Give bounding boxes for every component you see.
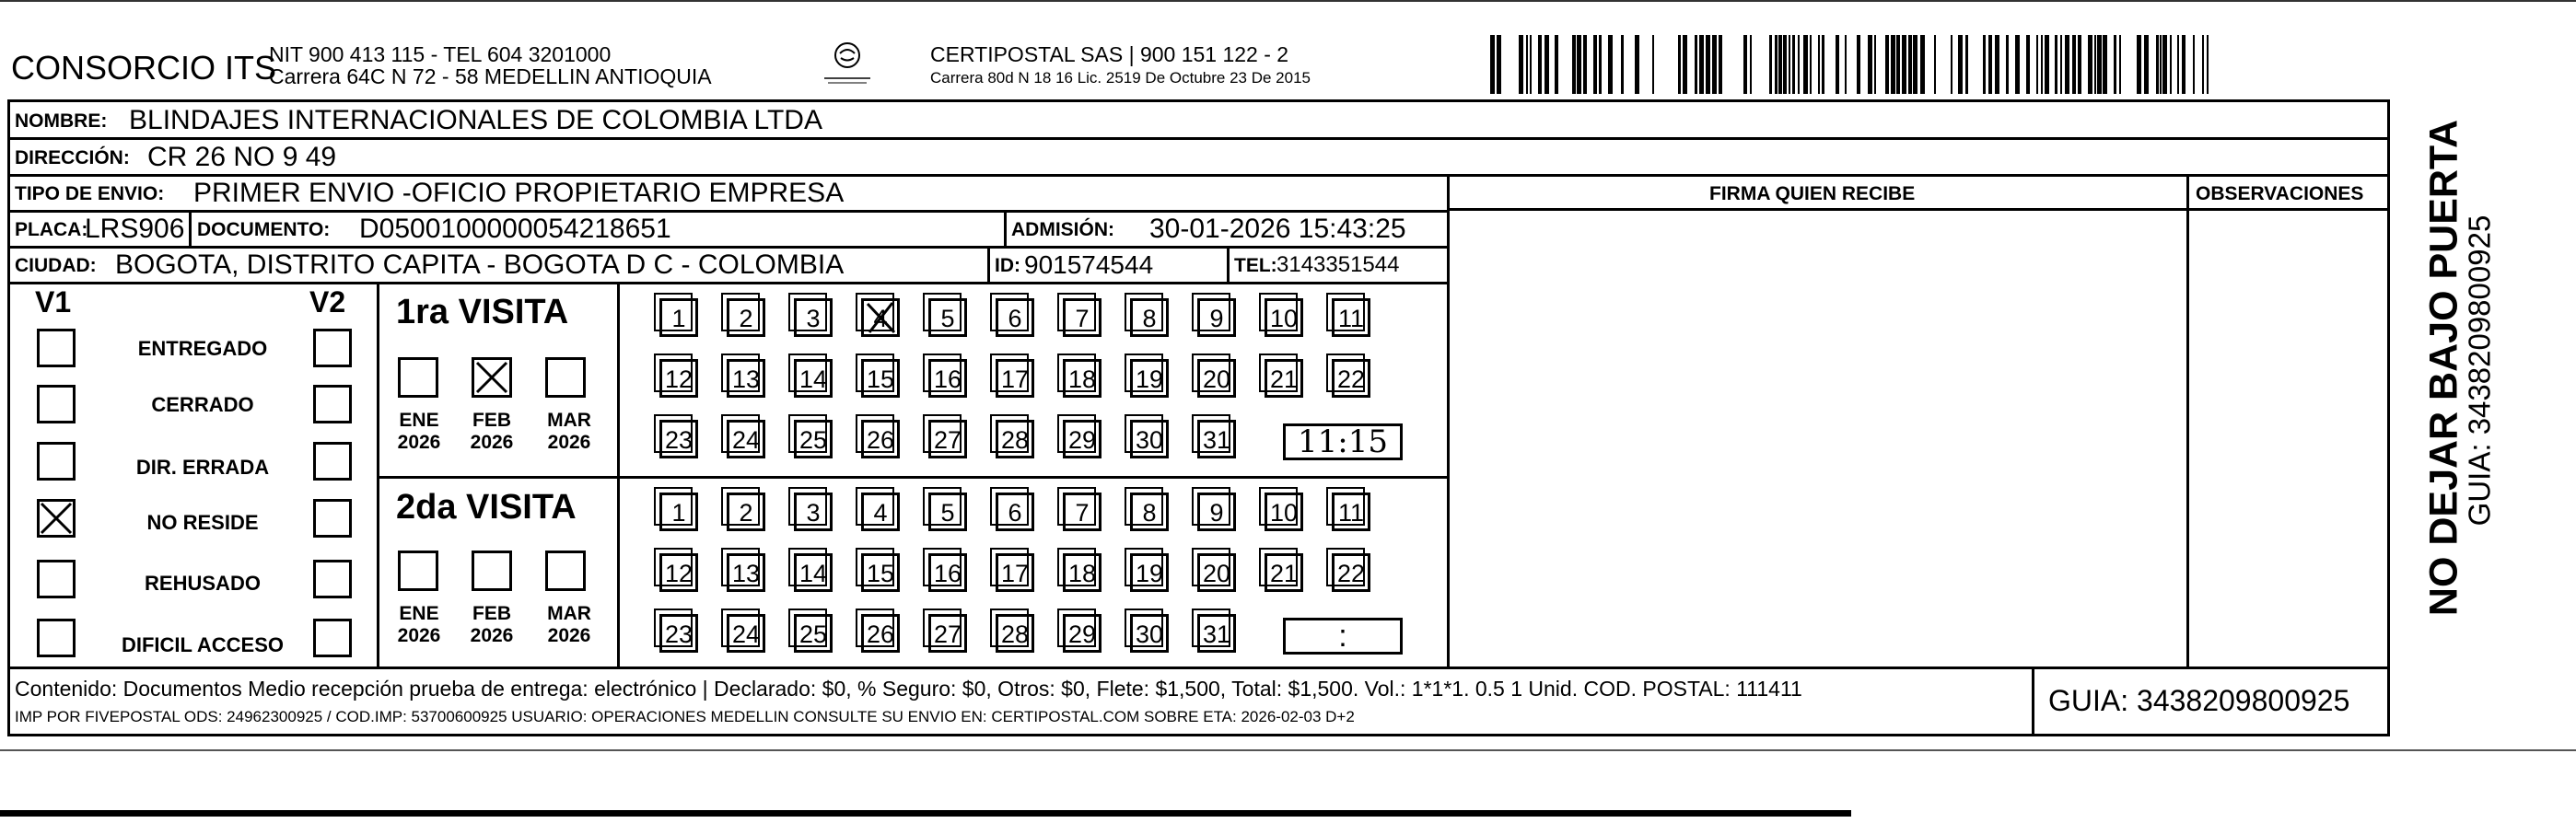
visit2-day-1[interactable]: 1 <box>659 493 698 531</box>
visit1-month-ene: ENE 2026 <box>397 410 441 454</box>
v1-no-reside-checkbox[interactable] <box>37 499 76 538</box>
visit1-day-4[interactable]: 4 <box>861 298 900 337</box>
ciudad-label: CIUDAD: <box>15 255 97 276</box>
visit2-time-box[interactable]: : <box>1283 618 1403 655</box>
v2-rehusado-checkbox[interactable] <box>313 560 352 598</box>
admision-value: 30-01-2026 15:43:25 <box>1149 214 1406 244</box>
visit1-day-28[interactable]: 28 <box>996 420 1034 458</box>
v2-label: V2 <box>309 285 346 319</box>
vrule-id <box>987 246 990 282</box>
visit2-month-ene: ENE 2026 <box>397 603 441 647</box>
direccion-value: CR 26 NO 9 49 <box>147 142 337 172</box>
visit2-day-22[interactable]: 22 <box>1332 553 1370 592</box>
visit2-day-28[interactable]: 28 <box>996 614 1034 653</box>
visit1-day-1[interactable]: 1 <box>659 298 698 337</box>
v2-entregado-checkbox[interactable] <box>313 329 352 367</box>
visit1-day-17[interactable]: 17 <box>996 359 1034 398</box>
visit1-day-10[interactable]: 10 <box>1265 298 1303 337</box>
visit2-day-25[interactable]: 25 <box>794 614 833 653</box>
visit2-day-27[interactable]: 27 <box>928 614 967 653</box>
vrule-days <box>617 282 620 667</box>
visit2-day-5[interactable]: 5 <box>928 493 967 531</box>
visit1-day-2[interactable]: 2 <box>727 298 765 337</box>
id-label: ID: <box>995 255 1020 276</box>
check-x-icon <box>40 502 73 535</box>
visit2-day-23[interactable]: 23 <box>659 614 698 653</box>
visit2-day-9[interactable]: 9 <box>1197 493 1236 531</box>
bottom-rule-2 <box>0 810 1851 817</box>
vrule-admision <box>1004 210 1007 246</box>
visit2-day-29[interactable]: 29 <box>1063 614 1102 653</box>
check-x-icon <box>864 301 897 334</box>
visit1-month-mar: MAR 2026 <box>547 410 591 454</box>
visit1-title: 1ra VISITA <box>396 293 569 331</box>
visit1-day-12[interactable]: 12 <box>659 359 698 398</box>
top-rule <box>0 0 2576 2</box>
imp-line: IMP POR FIVEPOSTAL ODS: 24962300925 / COD.IMP: 53700600925 USUARIO: OPERACIONES MEDELLIN CONSULTE SU ENVIO EN: CERTIPOSTAL.COM SOBRE ETA: 2026-02-03 D+2 <box>15 708 1355 725</box>
rule-3 <box>7 210 1447 213</box>
documento-value: D0500100000054218651 <box>359 214 671 244</box>
visit2-day-3[interactable]: 3 <box>794 493 833 531</box>
visit2-day-26[interactable]: 26 <box>861 614 900 653</box>
visit1-day-19[interactable]: 19 <box>1130 359 1169 398</box>
barcode <box>1485 35 2218 94</box>
visit1-day-18[interactable]: 18 <box>1063 359 1102 398</box>
certipostal-line: CERTIPOSTAL SAS | 900 151 122 - 2 <box>930 42 1289 66</box>
visit1-month-mar-checkbox[interactable] <box>545 357 586 398</box>
visit1-day-13[interactable]: 13 <box>727 359 765 398</box>
visit2-month-feb: FEB 2026 <box>470 603 514 647</box>
visit1-day-22[interactable]: 22 <box>1332 359 1370 398</box>
visit1-day-7[interactable]: 7 <box>1063 298 1102 337</box>
v2-cerrado-checkbox[interactable] <box>313 385 352 423</box>
rule-2 <box>7 174 2390 177</box>
contenido-line: Contenido: Documentos Medio recepción prueba de entrega: electrónico | Declarado: $0, % Seguro: $0, Otros: $0, Flete: $1,500, Total: $1,500. Vol.: 1*1*1. 0.5 1 Unid. COD. POSTAL: 111411 <box>15 677 1802 701</box>
admision-label: ADMISIÓN: <box>1011 219 1114 240</box>
v1-dificil-acceso-checkbox[interactable] <box>37 619 76 657</box>
visit2-day-17[interactable]: 17 <box>996 553 1034 592</box>
visit1-day-9[interactable]: 9 <box>1197 298 1236 337</box>
visit1-day-grid <box>623 282 1447 476</box>
visit2-day-14[interactable]: 14 <box>794 553 833 592</box>
guia-footer: GUIA: 3438209800925 <box>2048 684 2350 717</box>
visit1-day-11[interactable]: 11 <box>1332 298 1370 337</box>
no-dejar-bajo-puerta: NO DEJAR BAJO PUERTA <box>2421 119 2466 617</box>
visit2-day-19[interactable]: 19 <box>1130 553 1169 592</box>
visit2-day-15[interactable]: 15 <box>861 553 900 592</box>
ciudad-value: BOGOTA, DISTRITO CAPITA - BOGOTA D C - COLOMBIA <box>115 249 845 280</box>
placa-label: PLACA: <box>15 219 88 240</box>
visit1-month-ene-checkbox[interactable] <box>398 357 438 398</box>
visit2-day-10[interactable]: 10 <box>1265 493 1303 531</box>
visit1-day-16[interactable]: 16 <box>928 359 967 398</box>
v2-dificil-acceso-checkbox[interactable] <box>313 619 352 657</box>
vrule-visits <box>377 282 379 667</box>
tipo-envio-value: PRIMER ENVIO -OFICIO PROPIETARIO EMPRESA <box>193 178 845 208</box>
vrule-guia <box>2032 667 2034 736</box>
status-entregado: ENTREGADO <box>137 337 268 360</box>
placa-value: LRS906 <box>85 214 185 244</box>
visit1-day-26[interactable]: 26 <box>861 420 900 458</box>
visit2-day-4[interactable]: 4 <box>861 493 900 531</box>
vrule-placa <box>189 210 192 246</box>
visit1-day-31[interactable]: 31 <box>1197 420 1236 458</box>
visit1-day-29[interactable]: 29 <box>1063 420 1102 458</box>
company-address: Carrera 64C N 72 - 58 MEDELLIN ANTIOQUIA <box>269 64 712 88</box>
visit2-day-18[interactable]: 18 <box>1063 553 1102 592</box>
visit2-day-16[interactable]: 16 <box>928 553 967 592</box>
visit2-month-mar: MAR 2026 <box>547 603 591 647</box>
visit1-month-feb: FEB 2026 <box>470 410 514 454</box>
visit1-day-14[interactable]: 14 <box>794 359 833 398</box>
visit2-day-31[interactable]: 31 <box>1197 614 1236 653</box>
visit1-day-8[interactable]: 8 <box>1130 298 1169 337</box>
visit1-day-30[interactable]: 30 <box>1130 420 1169 458</box>
visit1-day-24[interactable]: 24 <box>727 420 765 458</box>
rule-1 <box>7 137 2390 140</box>
visit2-day-13[interactable]: 13 <box>727 553 765 592</box>
side-guia: GUIA: 3438209800925 <box>2462 214 2497 527</box>
vrule-firma-left <box>1447 174 1450 667</box>
check-x-icon <box>474 360 509 395</box>
visit2-day-grid <box>623 476 1447 667</box>
visit1-day-27[interactable]: 27 <box>928 420 967 458</box>
visit2-day-7[interactable]: 7 <box>1063 493 1102 531</box>
visit1-day-20[interactable]: 20 <box>1197 359 1236 398</box>
visit1-day-21[interactable]: 21 <box>1265 359 1303 398</box>
visit2-month-ene-checkbox[interactable] <box>398 551 438 591</box>
visit1-time-box[interactable]: 11:15 <box>1283 423 1403 460</box>
visit2-day-20[interactable]: 20 <box>1197 553 1236 592</box>
visit2-day-2[interactable]: 2 <box>727 493 765 531</box>
visit1-month-feb-checkbox[interactable] <box>472 357 512 398</box>
visit1-day-23[interactable]: 23 <box>659 420 698 458</box>
v2-no-reside-checkbox[interactable] <box>313 499 352 538</box>
bottom-rule-1 <box>0 749 2576 751</box>
vrule-tel <box>1227 246 1230 282</box>
visit1-day-15[interactable]: 15 <box>861 359 900 398</box>
visit2-day-21[interactable]: 21 <box>1265 553 1303 592</box>
nombre-value: BLINDAJES INTERNACIONALES DE COLOMBIA LTDA <box>129 105 822 135</box>
documento-label: DOCUMENTO: <box>197 219 331 240</box>
visit2-month-feb-checkbox[interactable] <box>472 551 512 591</box>
tel-value: 3143351544 <box>1276 252 1400 277</box>
visit2-title: 2da VISITA <box>396 488 577 527</box>
rule-4 <box>7 246 1447 249</box>
visit1-day-3[interactable]: 3 <box>794 298 833 337</box>
visit2-day-12[interactable]: 12 <box>659 553 698 592</box>
visit1-day-25[interactable]: 25 <box>794 420 833 458</box>
v1-dir-errada-checkbox[interactable] <box>37 442 76 481</box>
v1-rehusado-checkbox[interactable] <box>37 560 76 598</box>
visit2-day-6[interactable]: 6 <box>996 493 1034 531</box>
visit2-day-30[interactable]: 30 <box>1130 614 1169 653</box>
v2-dir-errada-checkbox[interactable] <box>313 442 352 481</box>
visit1-day-5[interactable]: 5 <box>928 298 967 337</box>
side-text <box>2395 120 2496 654</box>
rule-3b <box>1447 208 2390 211</box>
v1-cerrado-checkbox[interactable] <box>37 385 76 423</box>
status-cerrado: CERRADO <box>151 393 254 416</box>
status-dificil-acceso: DIFICIL ACCESO <box>121 633 284 656</box>
id-value: 901574544 <box>1024 250 1154 279</box>
v1-label: V1 <box>35 285 72 319</box>
visit1-day-6[interactable]: 6 <box>996 298 1034 337</box>
visit2-month-mar-checkbox[interactable] <box>545 551 586 591</box>
nit-line: NIT 900 413 115 - TEL 604 3201000 <box>269 42 612 66</box>
observaciones-header: OBSERVACIONES <box>2196 183 2364 204</box>
vrule-obs-left <box>2186 174 2189 667</box>
certipostal-logo <box>815 39 880 94</box>
visit2-day-11[interactable]: 11 <box>1332 493 1370 531</box>
visit2-day-24[interactable]: 24 <box>727 614 765 653</box>
status-rehusado: REHUSADO <box>145 572 261 595</box>
tel-label: TEL: <box>1234 255 1277 276</box>
certipostal-address: Carrera 80d N 18 16 Lic. 2519 De Octubre 23 De 2015 <box>930 69 1311 87</box>
status-no-reside: NO RESIDE <box>146 511 259 534</box>
direccion-label: DIRECCIÓN: <box>15 147 130 168</box>
firma-header: FIRMA QUIEN RECIBE <box>1709 183 1916 204</box>
nombre-label: NOMBRE: <box>15 110 108 132</box>
company-name: CONSORCIO ITS <box>11 49 277 87</box>
tipo-envio-label: TIPO DE ENVIO: <box>15 183 165 204</box>
visit2-day-8[interactable]: 8 <box>1130 493 1169 531</box>
status-dir-errada: DIR. ERRADA <box>135 456 270 479</box>
v1-entregado-checkbox[interactable] <box>37 329 76 367</box>
